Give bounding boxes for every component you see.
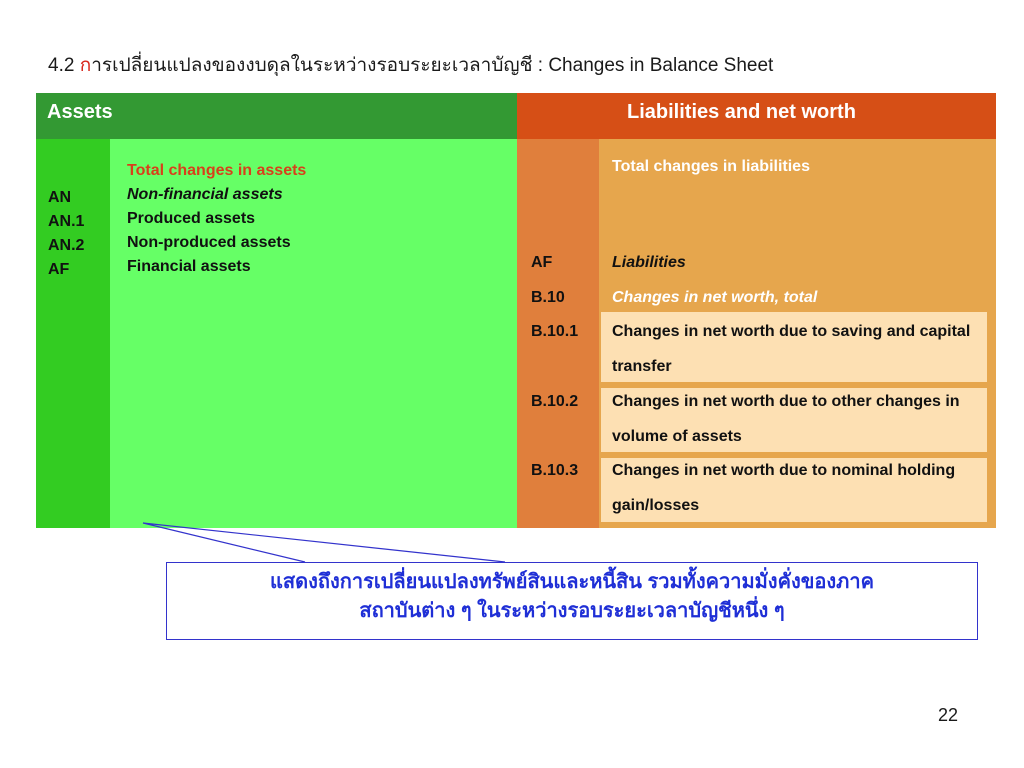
produced-assets: Produced assets [127, 210, 256, 227]
net-worth-saving-label: Changes in net worth due to saving and capital transfer [612, 323, 971, 375]
liabilities-label: Liabilities [612, 254, 686, 271]
asset-code-an2: AN.2 [48, 237, 85, 254]
net-worth-total-label: Changes in net worth, total [612, 289, 818, 306]
title-thai-text: ารเปลี่ยนแปลงของงบดุลในระหว่างรอบระยะเวลาบัญชี [91, 55, 533, 76]
page-number: 22 [938, 705, 959, 725]
net-worth-holding-label: Changes in net worth due to nominal holding gain/losses [612, 462, 956, 514]
title-thai-initial: ก [79, 55, 92, 76]
total-changes-assets: Total changes in assets [127, 162, 307, 179]
assets-header-label: Assets [47, 101, 113, 123]
asset-code-an1: AN.1 [48, 213, 85, 230]
liab-code-b101: B.10.1 [531, 323, 579, 340]
non-produced-assets: Non-produced assets [127, 234, 291, 251]
non-financial-assets: Non-financial assets [127, 186, 283, 203]
total-changes-liabilities: Total changes in liabilities [612, 158, 810, 175]
callout-line-2: สถาบันต่าง ๆ ในระหว่างรอบระยะเวลาบัญชีหนึ่ง ๆ [359, 600, 785, 622]
callout-line-1: แสดงถึงการเปลี่ยนแปลงทรัพย์สินและหนี้สิน รวมทั้งความมั่งคั่งของภาค [270, 571, 874, 593]
title-number: 4.2 [48, 55, 75, 76]
title-english: : Changes in Balance Sheet [532, 55, 774, 76]
callout-text [166, 568, 978, 626]
liab-code-af: AF [531, 254, 553, 271]
liabilities-header-label: Liabilities and net worth [627, 101, 856, 123]
asset-code-an: AN [48, 189, 72, 206]
financial-assets: Financial assets [127, 258, 251, 275]
liab-code-b10: B.10 [531, 289, 565, 306]
net-worth-volume-label: Changes in net worth due to other changes in volume of assets [612, 393, 960, 445]
asset-code-af: AF [48, 261, 70, 278]
liab-code-b103: B.10.3 [531, 462, 579, 479]
liab-code-b102: B.10.2 [531, 393, 579, 410]
